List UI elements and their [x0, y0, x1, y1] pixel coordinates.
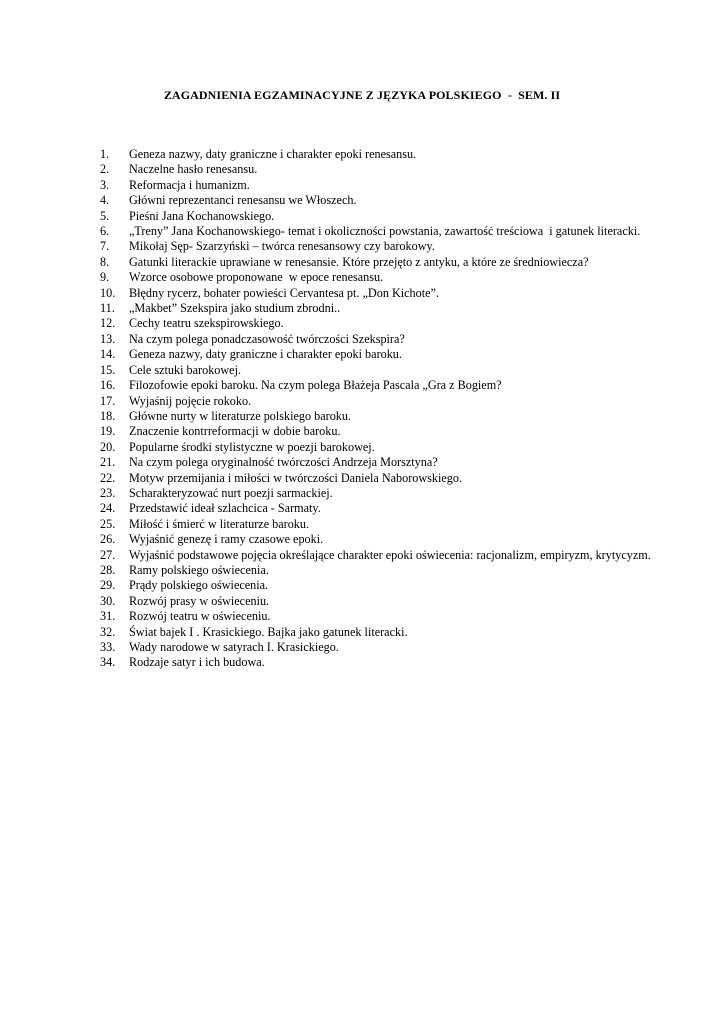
list-item [100, 409, 660, 424]
item-text: Wzorce osobowe proponowane w epoce renesansu. [129, 270, 384, 285]
list-item [100, 471, 660, 486]
list-item [100, 394, 660, 409]
list-item [100, 578, 660, 593]
item-number: 22. [100, 470, 116, 485]
item-number: 28. [100, 562, 116, 577]
exam-questions-list [100, 147, 660, 671]
item-number: 17. [100, 393, 116, 408]
list-item [100, 640, 660, 655]
list-item [100, 162, 660, 177]
item-text: „Makbet” Szekspira jako studium zbrodni.. [129, 301, 341, 316]
item-number: 20. [100, 439, 116, 454]
item-number: 4. [100, 193, 110, 208]
item-text: Pieśni Jana Kochanowskiego. [129, 208, 275, 223]
item-text: Cechy teatru szekspirowskiego. [129, 316, 284, 331]
item-text: „Treny” Jana Kochanowskiego- temat i okoliczności powstania, zawartość treściowa i gatunek literacki. [129, 224, 641, 239]
item-number: 31. [100, 609, 116, 624]
list-item [100, 270, 660, 285]
list-item [100, 625, 660, 640]
item-text: Wady narodowe w satyrach I. Krasickiego. [129, 640, 339, 654]
item-text: Geneza nazwy, daty graniczne i charakter epoki renesansu. [129, 147, 417, 161]
list-item [100, 378, 660, 393]
item-text: Świat bajek I . Krasickiego. Bajka jako gatunek literacki. [129, 624, 408, 639]
item-text: Filozofowie epoki baroku. Na czym polega Błażeja Pascala „Gra z Bogiem? [129, 378, 502, 393]
item-number: 18. [100, 408, 116, 423]
item-text: Rozwój teatru w oświeceniu. [129, 609, 271, 624]
item-number: 9. [100, 270, 110, 285]
item-text: Główne nurty w literaturze polskiego baroku. [129, 408, 352, 423]
item-text: Gatunki literackie uprawiane w renesansie. Które przejęto z antyku, a które ze średniowiecza? [129, 254, 589, 269]
item-number: 15. [100, 362, 116, 377]
item-number: 1. [100, 147, 110, 161]
item-number: 24. [100, 501, 116, 516]
item-text: Błędny rycerz, bohater powieści Cervantesa pt. „Don Kichote”. [129, 285, 439, 300]
item-text: Wyjaśnij pojęcie rokoko. [129, 393, 252, 408]
item-text: Popularne środki stylistyczne w poezji barokowej. [129, 439, 375, 454]
list-item [100, 517, 660, 532]
item-number: 34. [100, 655, 116, 670]
item-number: 33. [100, 640, 116, 654]
list-item [100, 532, 660, 547]
item-text: Prądy polskiego oświecenia. [129, 578, 269, 593]
item-text: Wyjaśnić podstawowe pojęcia określające charakter epoki oświecenia: racjonalizm, empiryzm, krytycyzm. [129, 547, 651, 562]
list-item [100, 455, 660, 470]
item-number: 2. [100, 162, 110, 177]
item-number: 14. [100, 347, 116, 362]
item-text: Rozwój prasy w oświeceniu. [129, 593, 270, 608]
list-item [100, 147, 660, 162]
item-text: Naczelne hasło renesansu. [129, 162, 258, 177]
list-item [100, 286, 660, 301]
item-text: Główni reprezentanci renesansu we Włoszech. [129, 193, 357, 208]
item-text: Na czym polega oryginalność twórczości Andrzeja Morsztyna? [129, 455, 438, 470]
list-item [100, 486, 660, 501]
item-text: Scharakteryzować nurt poezji sarmackiej. [129, 485, 333, 500]
item-number: 6. [100, 224, 110, 239]
item-text: Wyjaśnić genezę i ramy czasowe epoki. [129, 532, 324, 547]
item-text: Znaczenie kontrreformacji w dobie baroku. [129, 424, 341, 439]
list-item [100, 209, 660, 224]
list-item [100, 255, 660, 270]
item-number: 23. [100, 485, 116, 500]
document-title: ZAGADNIENIA EGZAMINACYJNE Z JĘZYKA POLSKIEGO - SEM. II [163, 88, 561, 102]
item-number: 19. [100, 424, 116, 439]
item-number: 8. [100, 254, 110, 269]
list-item [100, 178, 660, 193]
item-number: 7. [100, 239, 110, 254]
item-text: Rodzaje satyr i ich budowa. [129, 655, 265, 670]
item-number: 16. [100, 378, 116, 393]
list-item [100, 501, 660, 516]
list-item [100, 239, 660, 254]
item-text: Na czym polega ponadczasowość twórczości Szekspira? [129, 331, 405, 346]
list-item [100, 655, 660, 670]
item-number: 11. [100, 301, 115, 316]
list-item [100, 563, 660, 578]
item-number: 25. [100, 516, 116, 531]
list-item [100, 347, 660, 362]
item-number: 12. [100, 316, 116, 331]
list-item [100, 301, 660, 316]
list-item [100, 224, 660, 239]
item-text: Miłość i śmierć w literaturze baroku. [129, 516, 310, 531]
item-text: Ramy polskiego oświecenia. [129, 562, 269, 577]
list-item [100, 332, 660, 347]
item-text: Cele sztuki barokowej. [129, 362, 242, 377]
item-number: 3. [100, 177, 110, 192]
item-number: 30. [100, 593, 116, 608]
list-item [100, 594, 660, 609]
item-text: Geneza nazwy, daty graniczne i charakter epoki baroku. [129, 347, 402, 362]
list-item [100, 548, 660, 563]
item-number: 10. [100, 285, 116, 300]
list-item [100, 193, 660, 208]
item-number: 26. [100, 532, 116, 547]
list-item [100, 363, 660, 378]
item-text: Motyw przemijania i miłości w twórczości Daniela Naborowskiego. [129, 470, 463, 485]
item-number: 21. [100, 455, 116, 470]
list-item [100, 440, 660, 455]
list-item [100, 424, 660, 439]
item-text: Przedstawić ideał szlachcica - Sarmaty. [129, 501, 321, 516]
item-text: Mikołaj Sęp- Szarzyński – twórca renesansowy czy barokowy. [129, 239, 435, 254]
item-number: 13. [100, 331, 116, 346]
list-item [100, 609, 660, 624]
item-number: 32. [100, 624, 116, 639]
item-number: 5. [100, 208, 110, 223]
item-number: 27. [100, 547, 116, 562]
list-item [100, 316, 660, 331]
item-number: 29. [100, 578, 116, 593]
item-text: Reformacja i humanizm. [129, 177, 250, 192]
